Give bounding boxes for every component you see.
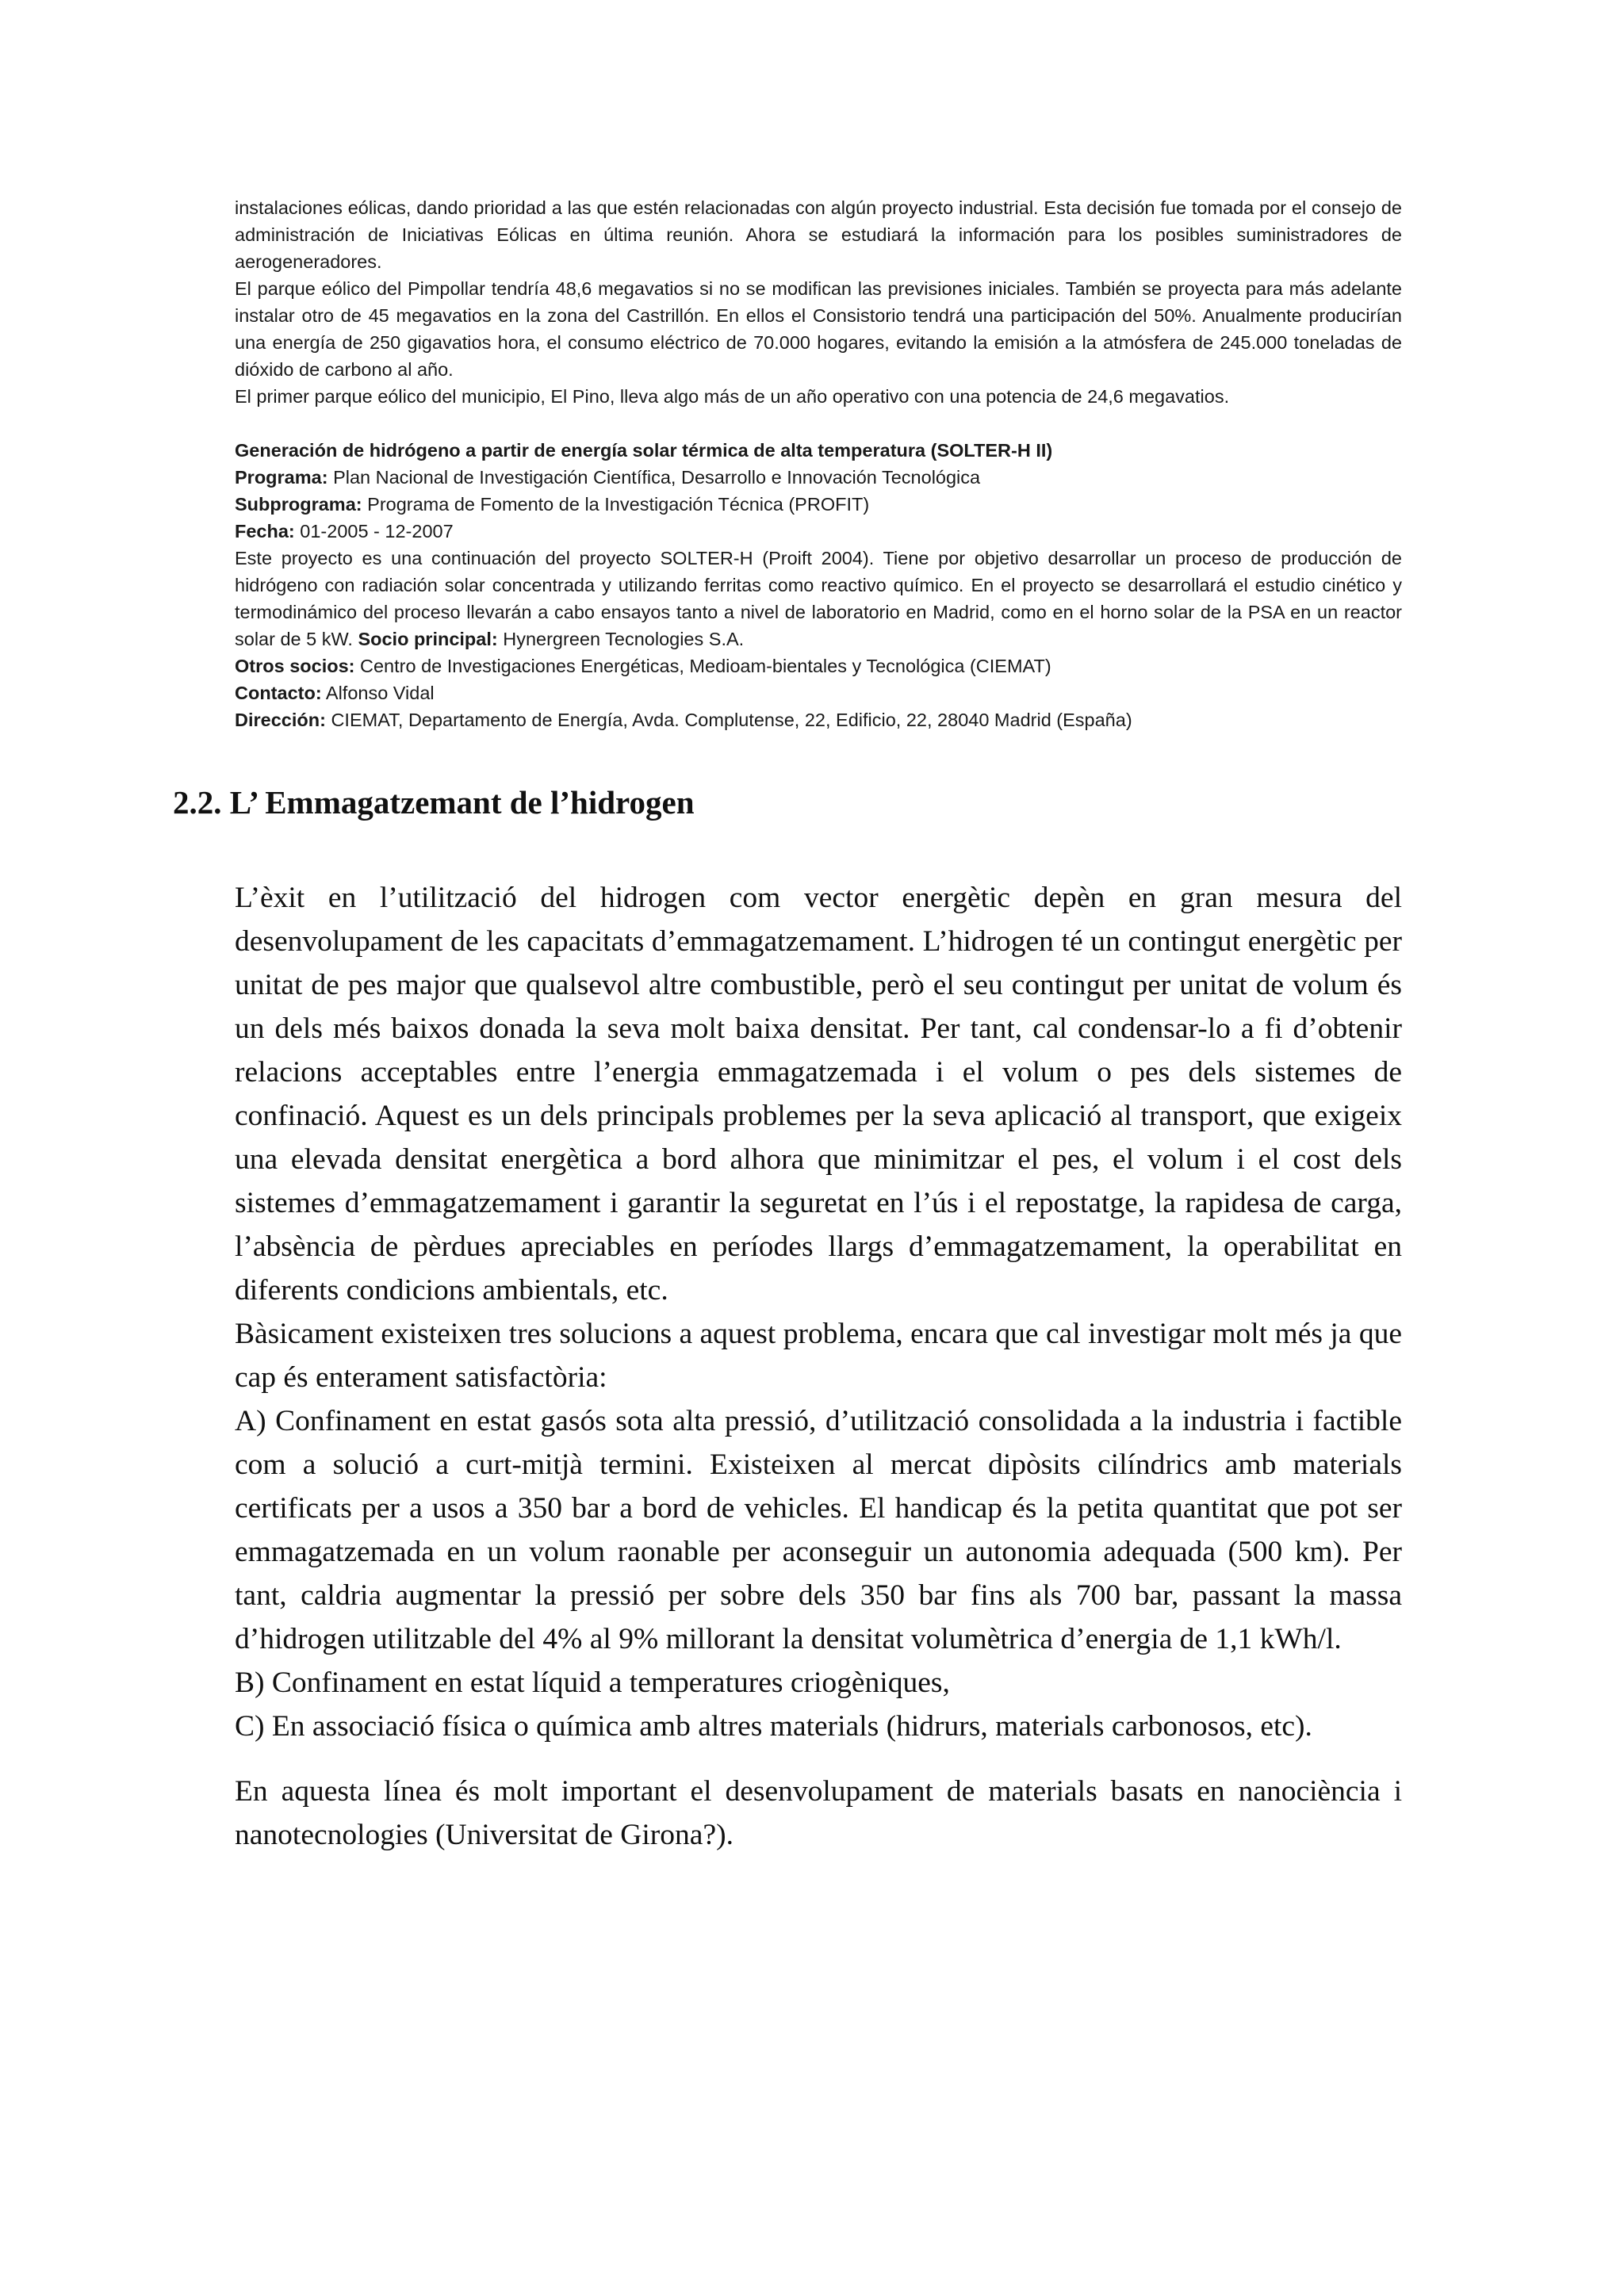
project-title (235, 437, 1402, 464)
intro-paragraph-1: instalaciones eólicas, dando prioridad a las que estén relacionadas con algún proyecto industrial. Esta decisión fue tomada por el consejo de administración de Iniciativas Eólicas en última reunión. Ahora se estudiará la información para los posibles suministradores de aerogeneradores. (235, 197, 1402, 272)
project-title-text: Generación de hidrógeno a partir de energía solar térmica de alta temperatura (SOLTER-H II) (235, 440, 1053, 461)
direccion-value: CIEMAT, Departamento de Energía, Avda. Complutense, 22, Edificio, 22, 28040 Madrid (España) (331, 710, 1132, 730)
project-contacto (235, 679, 1402, 706)
programa-value: Plan Nacional de Investigación Científica, Desarrollo e Innovación Tecnológica (333, 467, 981, 488)
project-description (235, 545, 1402, 652)
fecha-label: Fecha: (235, 521, 295, 541)
body-paragraph-2: Bàsicament existeixen tres solucions a aquest problema, encara que cal investigar molt més ja que cap és enterament satisfactòria: (235, 1318, 1402, 1394)
solution-c: C) En associació física o química amb altres materials (hidrurs, materials carbonosos, etc). (235, 1710, 1312, 1743)
section-body (235, 876, 1402, 1857)
subprograma-value: Programa de Fomento de la Investigación Técnica (PROFIT) (367, 494, 870, 515)
fecha-value: 01-2005 - 12-2007 (300, 521, 454, 541)
solution-b: B) Confinament en estat líquid a temperatures criogèniques, (235, 1667, 950, 1699)
contacto-label: Contacto: (235, 683, 322, 703)
project-direccion (235, 706, 1402, 733)
description-text: Este proyecto es una continuación del proyecto SOLTER-H (Proift 2004). Tiene por objetivo desarrollar un proceso de producción de hidrógeno con radiación solar concentrada y utilizando ferritas como reactivo químico. En el proyecto se desarrollará el estudio cinético y termodinámico del proceso llevarán a cabo ensayos tanto a nivel de laboratorio en Madrid, como en el horno solar de la PSA en un reactor solar de 5 kW. (235, 548, 1402, 649)
socio-label: Socio principal: (358, 629, 498, 649)
solution-a: A) Confinament en estat gasós sota alta pressió, d’utilització consolidada a la industria i factible com a solució a curt-mitjà termini. Existeixen al mercat dipòsits cilíndrics amb materials certificats per a usos a 350 bar a bord de vehicles. El handicap és la petita quantitat que pot ser emmagatzemada en un volum raonable per aconseguir un autonomia adequada (500 km). Per tant, caldria augmentar la pressió per sobre dels 350 bar fins als 700 bar, passant la massa d’hidrogen utilitzable del 4% al 9% millorant la densitat volumètrica d’energia de 1,1 kWh/l. (235, 1405, 1402, 1655)
project-subprograma (235, 491, 1402, 518)
project-programa (235, 464, 1402, 491)
project-fecha (235, 518, 1402, 545)
programa-label: Programa: (235, 467, 328, 488)
socio-value: Hynergreen Tecnologies S.A. (503, 629, 745, 649)
otros-label: Otros socios: (235, 656, 355, 676)
direccion-label: Dirección: (235, 710, 326, 730)
section-heading: 2.2. L’ Emmagatzemant de l’hidrogen (173, 784, 695, 821)
body-paragraph-1: L’èxit en l’utilització del hidrogen com vector energètic depèn en gran mesura del desenvolupament de les capacitats d’emmagatzemament. L’hidrogen té un contingut energètic per unitat de pes major que qualsevol altre combustible, però el seu contingut per unitat de volum és un dels més baixos donada la seva molt baixa densitat. Per tant, cal condensar-lo a fi d’obtenir relacions acceptables entre l’energia emmagatzemada i el volum o pes dels sistemes de confinació. Aquest es un dels principals problemes per la seva aplicació al transport, que exigeix una elevada densitat energètica a bord alhora que minimitzar el pes, el volum i el cost dels sistemes d’emmagatzemament i garantir la seguretat en l’ús i el repostatge, la rapidesa de carga, l’absència de pèrdues apreciables en períodes llargs d’emmagatzemament, la operabilitat en diferents condicions ambientals, etc. (235, 882, 1402, 1307)
project-otros-socios (235, 652, 1402, 679)
otros-value: Centro de Investigaciones Energéticas, Medioam-bientales y Tecnológica (CIEMAT) (360, 656, 1051, 676)
spacer (235, 410, 1402, 437)
body-paragraph-3: En aquesta línea és molt important el desenvolupament de materials basats en nanociència i nanotecnologies (Universitat de Girona?). (235, 1775, 1402, 1851)
subprograma-label: Subprograma: (235, 494, 362, 515)
intro-paragraph-2: El parque eólico del Pimpollar tendría 48,6 megavatios si no se modifican las previsiones iniciales. También se proyecta para más adelante instalar otro de 45 megavatios en la zona del Castrillón. En ellos el Consistorio tendrá una participación del 50%. Anualmente producirían una energía de 250 gigavatios hora, el consumo eléctrico de 70.000 hogares, evitando la emisión a la atmósfera de 245.000 toneladas de dióxido de carbono al año. (235, 278, 1402, 380)
intro-block (235, 194, 1402, 733)
contacto-value: Alfonso Vidal (325, 683, 435, 703)
intro-paragraph-3: El primer parque eólico del municipio, El Pino, lleva algo más de un año operativo con una potencia de 24,6 megavatios. (235, 386, 1230, 407)
